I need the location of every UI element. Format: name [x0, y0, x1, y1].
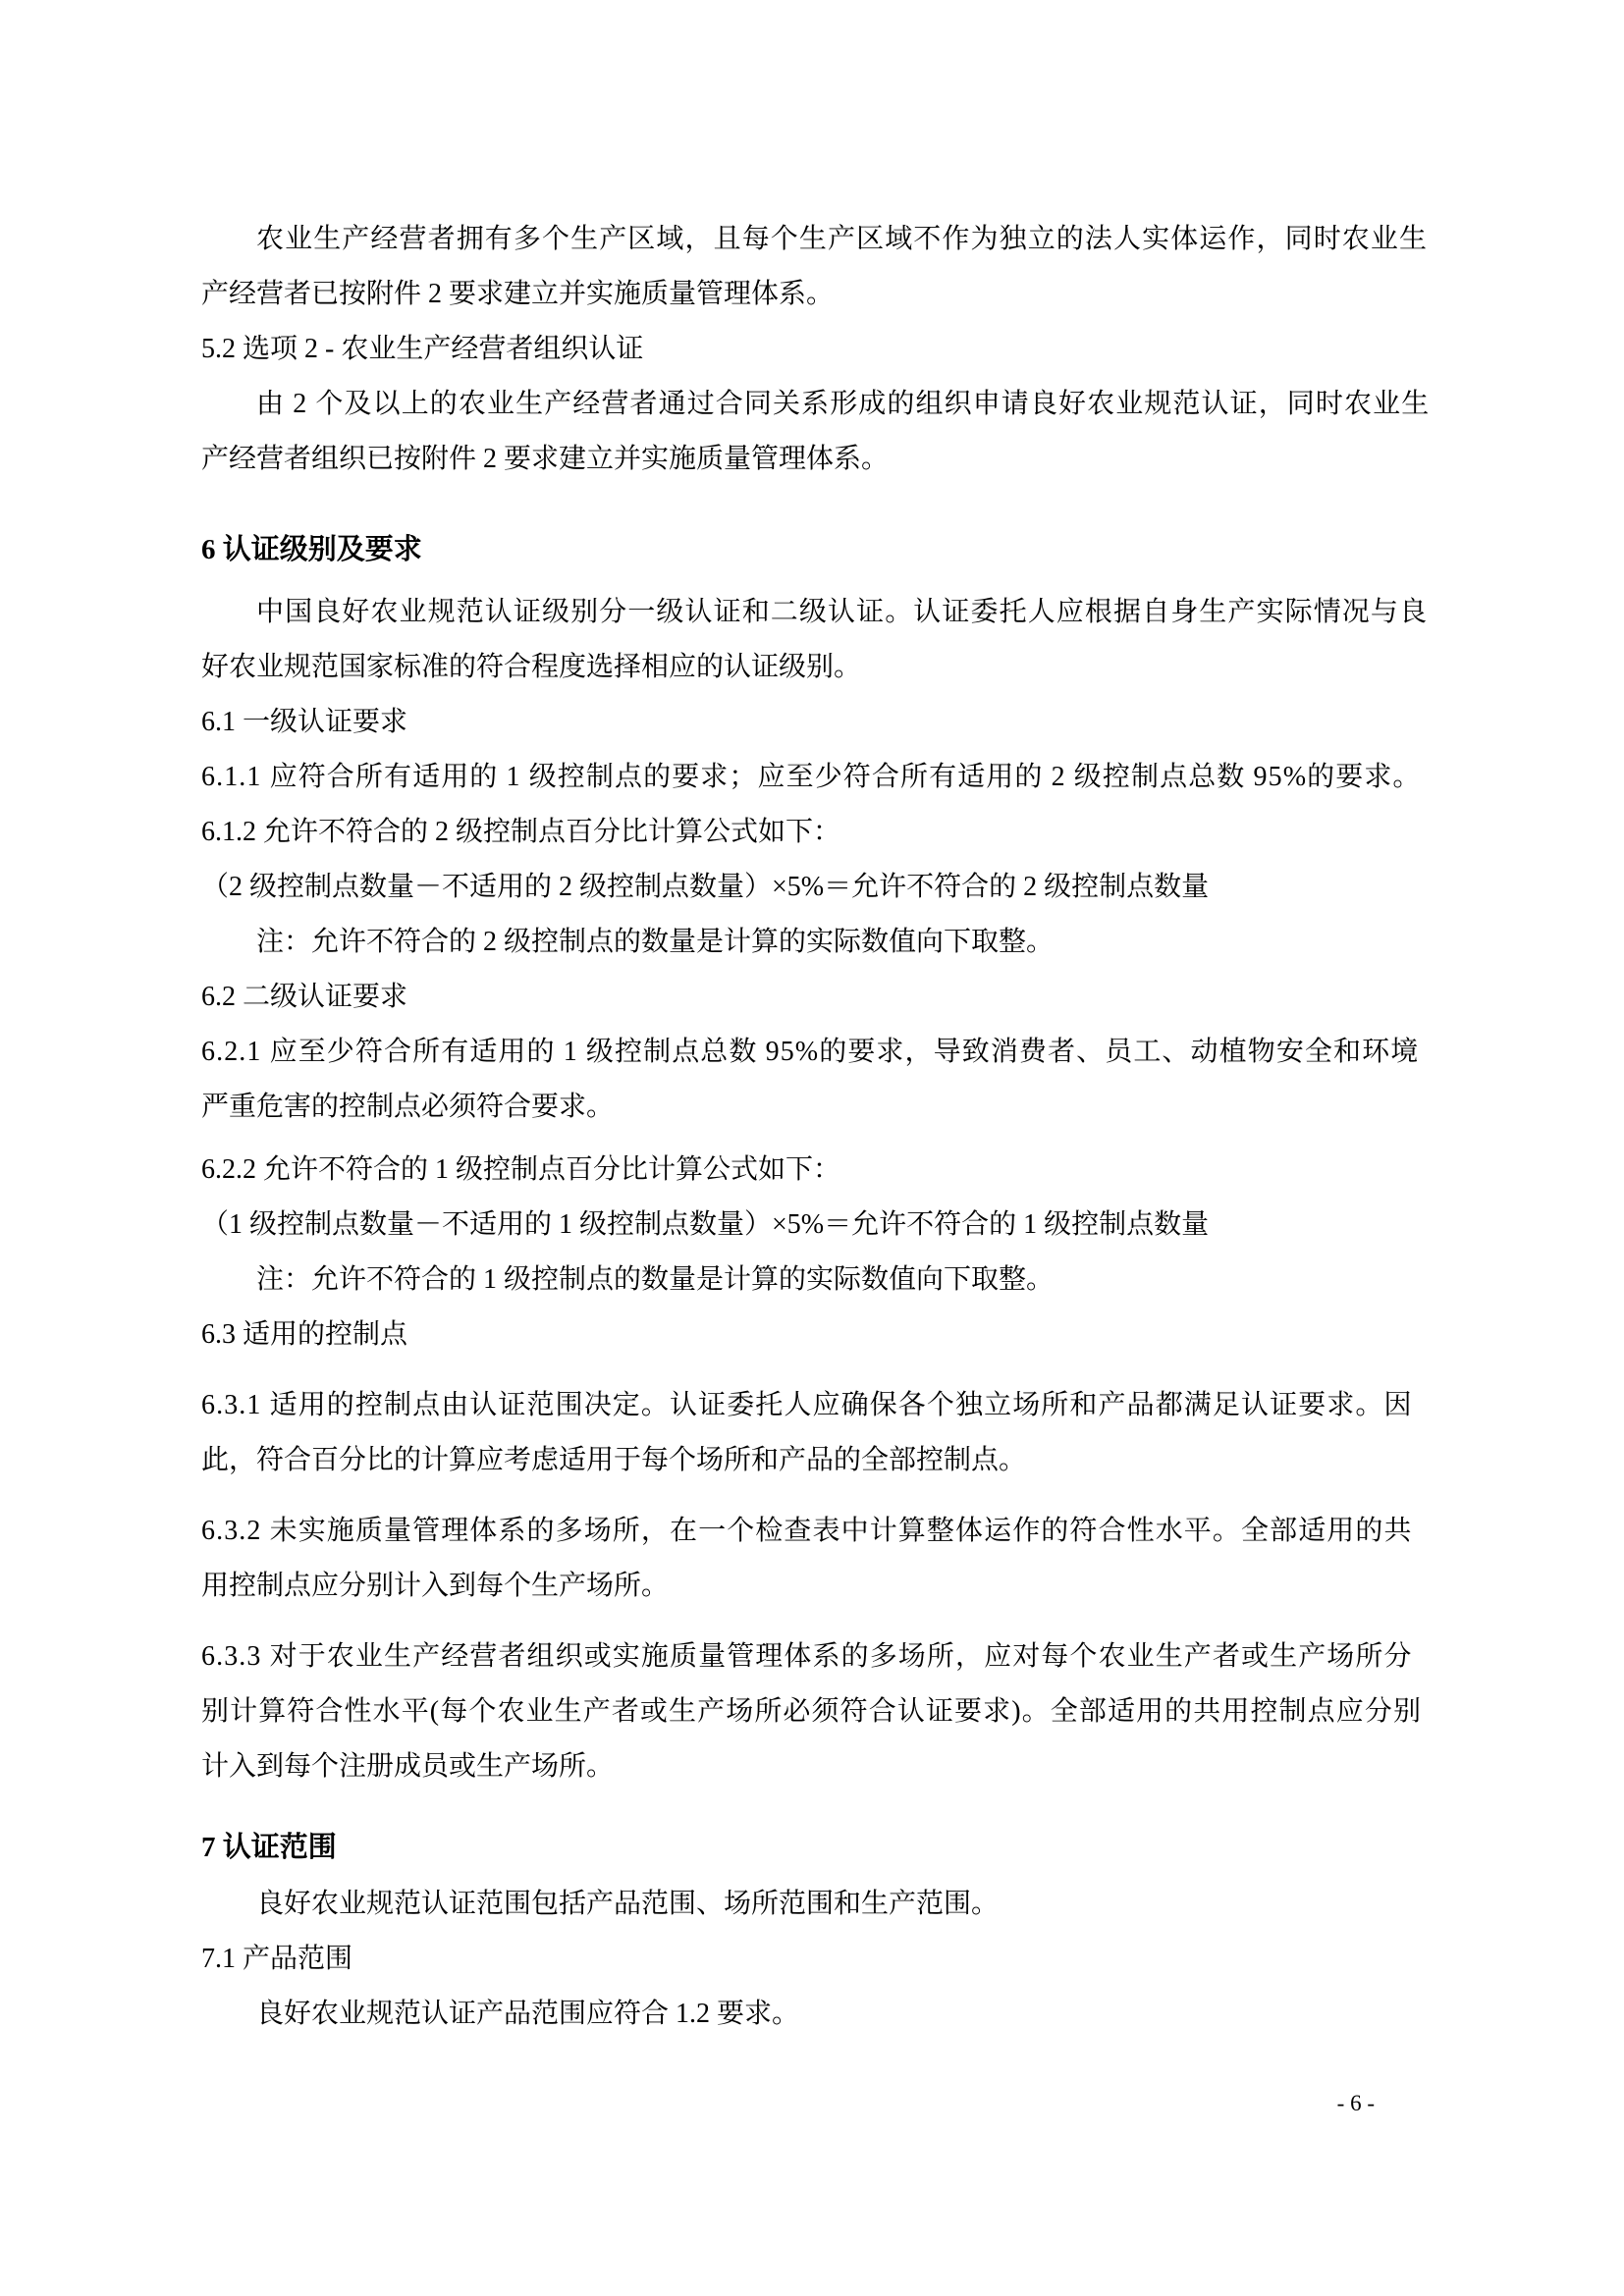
clause-6-1-heading: 6.1 一级认证要求 — [201, 707, 408, 737]
section-7-intro: 良好农业规范认证范围包括产品范围、场所范围和生产范围。 — [256, 1889, 1000, 1919]
clause-6-2-heading: 6.2 二级认证要求 — [201, 982, 408, 1012]
clause-6-1-1: 6.1.1 应符合所有适用的 1 级控制点的要求；应至少符合所有适用的 2 级控制点总数 95%的要求。 — [201, 762, 1422, 792]
option2-desc-line: 产经营者组织已按附件 2 要求建立并实施质量管理体系。 — [201, 444, 890, 474]
section-6-heading: 6 认证级别及要求 — [201, 534, 422, 565]
note-level2-points: 注：允许不符合的 2 级控制点的数量是计算的实际数值向下取整。 — [256, 927, 1055, 957]
formula-level2-points: （2 级控制点数量－不适用的 2 级控制点数量）×5%＝允许不符合的 2 级控制点数量 — [201, 872, 1210, 902]
clause-5-2-heading: 5.2 选项 2 - 农业生产经营者组织认证 — [201, 334, 644, 364]
note-level1-points: 注：允许不符合的 1 级控制点的数量是计算的实际数值向下取整。 — [256, 1264, 1055, 1295]
section-7-heading: 7 认证范围 — [201, 1832, 337, 1863]
clause-6-3-3-line: 计入到每个注册成员或生产场所。 — [201, 1751, 615, 1782]
clause-6-3-1-line: 此，符合百分比的计算应考虑适用于每个场所和产品的全部控制点。 — [201, 1445, 1027, 1475]
clause-6-3-heading: 6.3 适用的控制点 — [201, 1319, 408, 1350]
clause-6-3-2-line: 6.3.2 未实施质量管理体系的多场所，在一个检查表中计算整体运作的符合性水平。全部适用的共 — [201, 1516, 1413, 1546]
clause-6-2-2: 6.2.2 允许不符合的 1 级控制点百分比计算公式如下： — [201, 1154, 841, 1185]
page-number: - 6 - — [1336, 2091, 1375, 2115]
clause-6-3-2-line: 用控制点应分别计入到每个生产场所。 — [201, 1571, 670, 1601]
section-6-intro-line: 好农业规范国家标准的符合程度选择相应的认证级别。 — [201, 652, 862, 682]
option1-desc-line: 农业生产经营者拥有多个生产区域，且每个生产区域不作为独立的法人实体运作，同时农业生 — [256, 224, 1429, 254]
clause-6-2-1-line: 6.2.1 应至少符合所有适用的 1 级控制点总数 95%的要求，导致消费者、员工、动植物安全和环境 — [201, 1037, 1420, 1067]
clause-7-1-heading: 7.1 产品范围 — [201, 1944, 353, 1974]
formula-level1-points: （1 级控制点数量－不适用的 1 级控制点数量）×5%＝允许不符合的 1 级控制点数量 — [201, 1209, 1210, 1240]
section-6-intro-line: 中国良好农业规范认证级别分一级认证和二级认证。认证委托人应根据自身生产实际情况与良 — [256, 597, 1429, 627]
option1-desc-line: 产经营者已按附件 2 要求建立并实施质量管理体系。 — [201, 279, 835, 309]
option2-desc-line: 由 2 个及以上的农业生产经营者通过合同关系形成的组织申请良好农业规范认证，同时农业生 — [256, 389, 1431, 419]
clause-6-3-3-line: 别计算符合性水平(每个农业生产者或生产场所必须符合认证要求)。全部适用的共用控制点应分别 — [201, 1696, 1423, 1727]
document-body — [201, 212, 1431, 2042]
clause-6-3-1-line: 6.3.1 适用的控制点由认证范围决定。认证委托人应确保各个独立场所和产品都满足认证要求。因 — [201, 1390, 1413, 1420]
clause-6-3-3-line: 6.3.3 对于农业生产经营者组织或实施质量管理体系的多场所，应对每个农业生产者或生产场所分 — [201, 1641, 1413, 1672]
clause-6-1-2: 6.1.2 允许不符合的 2 级控制点百分比计算公式如下： — [201, 817, 841, 847]
clause-6-2-1-line: 严重危害的控制点必须符合要求。 — [201, 1092, 615, 1122]
clause-7-1-desc: 良好农业规范认证产品范围应符合 1.2 要求。 — [256, 1999, 800, 2029]
